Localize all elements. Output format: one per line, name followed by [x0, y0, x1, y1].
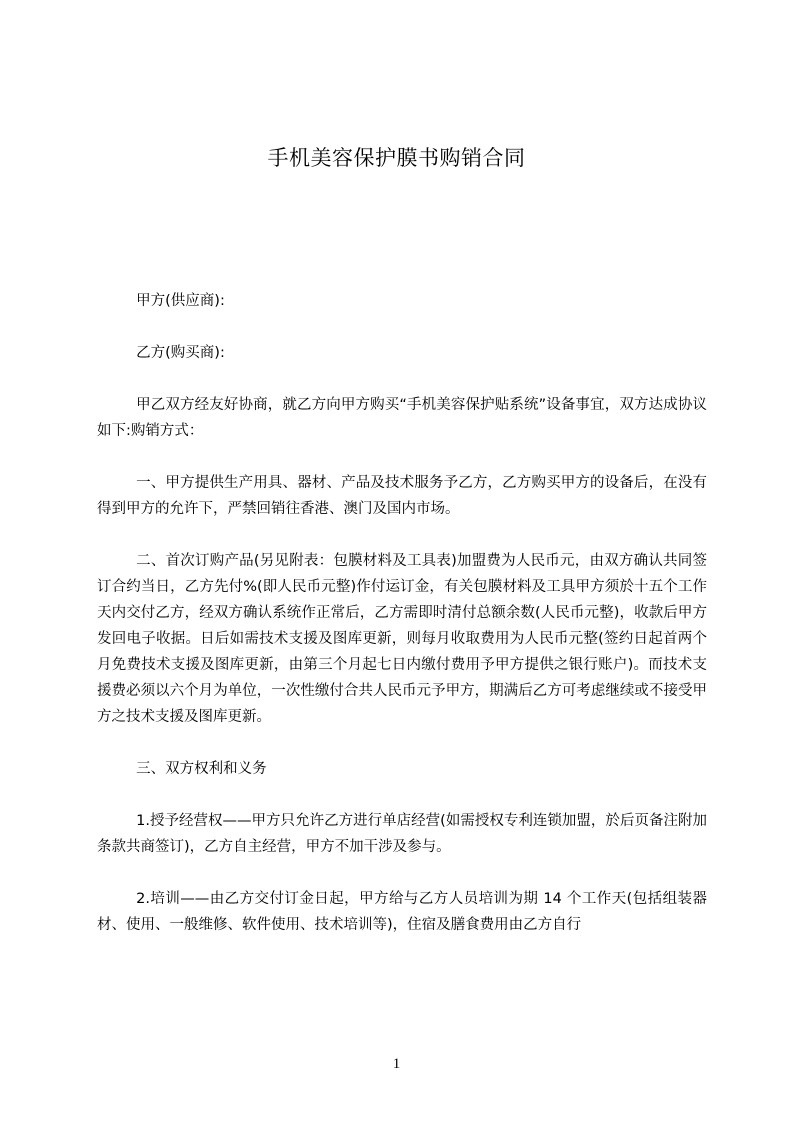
section-1-paragraph: 一、甲方提供生产用具、器材、产品及技术服务予乙方，乙方购买甲方的设备后，在没有得到甲方的允许下，严禁回销往香港、澳门及国内市场。	[97, 475, 707, 517]
party-a-line: 甲方(供应商):	[136, 293, 225, 309]
item-2-paragraph: 2.培训——由乙方交付订金日起，甲方给与乙方人员培训为期 14 个工作天(包括组装器材、使用、一般维修、软件使用、技术培训等)，住宿及膳食费用由乙方自行	[97, 891, 707, 933]
party-b-line: 乙方(购买商):	[136, 345, 225, 361]
page-number: 1	[392, 1056, 401, 1072]
section-3-heading: 三、双方权利和义务	[136, 761, 267, 777]
document-body	[97, 288, 707, 938]
intro-paragraph: 甲乙双方经友好协商，就乙方向甲方购买“手机美容保护贴系统”设备事宜，双方达成协议如下:购销方式：	[97, 397, 707, 439]
document-title: 手机美容保护膜书购销合同	[267, 146, 526, 170]
item-1-paragraph: 1.授予经营权——甲方只允许乙方进行单店经营(如需授权专利连锁加盟，於后页备注附加条款共商签订)，乙方自主经营，甲方不加干涉及参与。	[97, 813, 707, 855]
section-2-paragraph: 二、首次订购产品(另见附表：包膜材料及工具表)加盟费为人民币元，由双方确认共同签订合约当日，乙方先付%(即人民币元整)作付运订金，有关包膜材料及工具甲方须於十五个工作天内交付乙方，经双方确认系统作正常后，乙方需即时清付总额余数(人民币元整)，收款后甲方发回电子收据。日后如需技术支援及图库更新，则每月收取费用为人民币元整(签约日起首两个月免费技术支援及图库更新，由第三个月起七日内缴付费用予甲方提供之银行账户)。而技术支援费必须以六个月为单位，一次性缴付合共人民币元予甲方，期满后乙方可考虑继续或不接受甲方之技术支援及图库更新。	[97, 553, 707, 725]
